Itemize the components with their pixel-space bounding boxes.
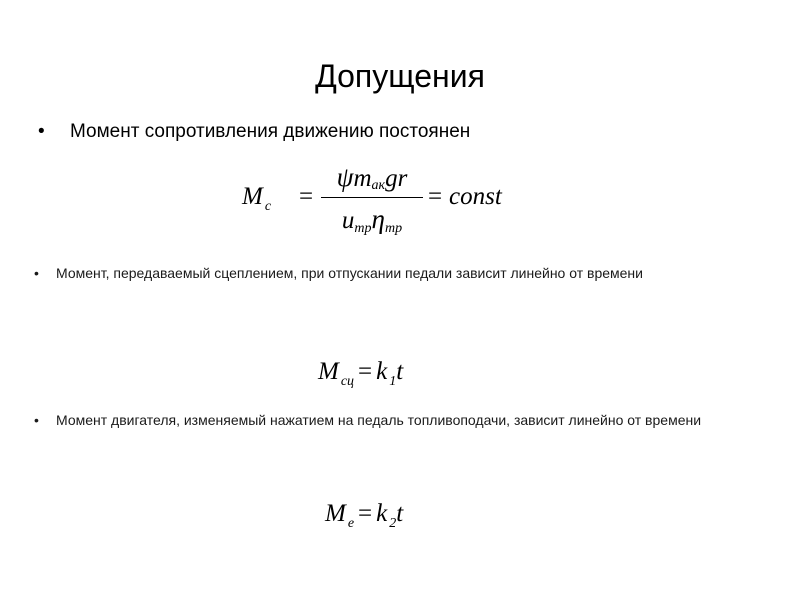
equals-sign: = [358,358,373,385]
bullet-marker: • [34,265,39,281]
formula-resistance-moment [242,160,562,250]
formula-coefficient: k [376,358,388,385]
formula-engine-moment [325,500,465,540]
bullet-marker: • [34,412,39,428]
bullet-text: Момент двигателя, изменяемый нажатием на педаль топливоподачи, зависит линейно от времени [56,412,702,428]
fraction-bar [321,197,423,198]
formula-variable: t [396,500,404,527]
bullet-text: Момент, передаваемый сцеплением, при отпускании педали зависит линейно от времени [56,265,643,281]
formula-lhs-symbol: M [318,358,339,385]
formula-rhs: const [449,183,502,210]
slide-title: Допущения [315,58,485,94]
equals-sign: = [299,183,314,210]
fraction-numerator: ψmакgr [336,162,408,193]
formula-lhs-subscript: сц [340,374,355,389]
formula-clutch-moment [318,358,458,398]
formula-variable: t [396,358,404,385]
formula-coefficient-subscript: 2 [389,516,397,531]
fraction-denominator: uтрηтр [341,204,403,236]
fraction [321,160,423,250]
bullet-resistance-constant [38,119,758,145]
formula-lhs: Mc [242,183,272,214]
bullet-engine-moment [34,411,734,430]
equals-sign: = [428,183,443,210]
equals-sign: = [358,500,373,527]
bullet-clutch-moment [34,264,774,283]
bullet-text: Момент сопротивления движению постоянен [70,121,471,142]
formula-coefficient-subscript: 1 [389,374,397,389]
formula-lhs-symbol: M [325,500,346,527]
bullet-marker: • [38,121,45,142]
formula-coefficient: k [376,500,388,527]
formula-lhs-subscript: е [347,516,355,531]
